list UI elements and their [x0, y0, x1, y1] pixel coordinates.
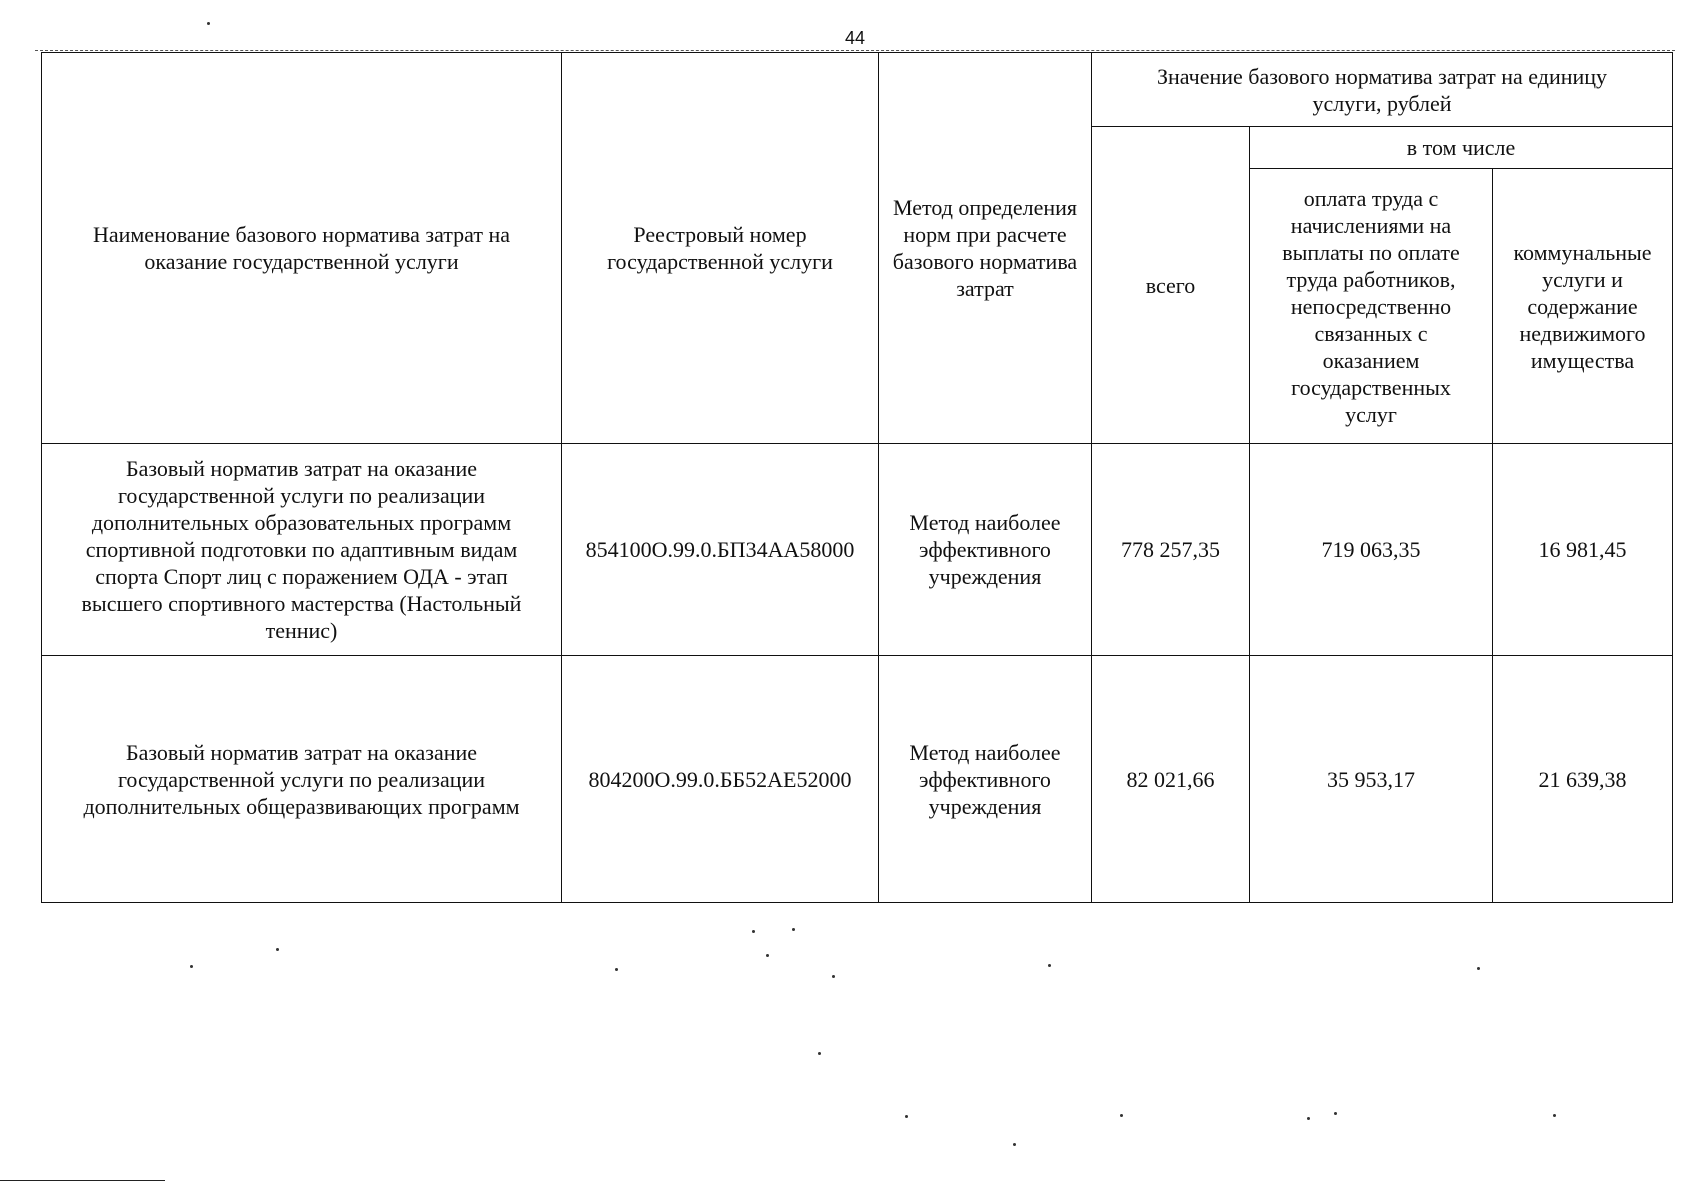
scan-speck — [1477, 967, 1480, 970]
scan-speck — [276, 948, 279, 951]
page-number: 44 — [844, 28, 866, 48]
scan-speck — [905, 1115, 908, 1118]
scan-speck — [207, 22, 210, 25]
scan-speck — [1048, 964, 1051, 967]
row-registry-number: 804200О.99.0.ББ52АЕ52000 — [562, 656, 879, 903]
scan-speck — [1013, 1143, 1016, 1146]
scan-speck — [1307, 1117, 1310, 1120]
scan-speck — [766, 954, 769, 957]
scan-speck — [1334, 1112, 1337, 1115]
table-row — [42, 444, 1673, 656]
row-total: 82 021,66 — [1092, 656, 1250, 903]
scan-speck — [615, 968, 618, 971]
scan-speck — [752, 930, 755, 933]
row-method: Метод наиболее эффективного учреждения — [879, 444, 1092, 656]
scan-speck — [190, 965, 193, 968]
row-name: Базовый норматив затрат на оказание государственной услуги по реализации дополнительных общеразвивающих программ — [42, 656, 562, 903]
header-method: Метод определения норм при расчете базового норматива затрат — [879, 53, 1092, 444]
row-total: 778 257,35 — [1092, 444, 1250, 656]
scan-speck — [832, 975, 835, 978]
row-registry-number: 854100О.99.0.БП34АА58000 — [562, 444, 879, 656]
header-name: Наименование базового норматива затрат на оказание государственной услуги — [42, 53, 562, 444]
row-utilities: 16 981,45 — [1493, 444, 1673, 656]
scan-speck — [1553, 1114, 1556, 1117]
row-method: Метод наиболее эффективного учреждения — [879, 656, 1092, 903]
header-row-1 — [42, 53, 1673, 127]
row-labor: 719 063,35 — [1250, 444, 1493, 656]
cost-norms-table — [41, 52, 1673, 903]
header-total: всего — [1092, 127, 1250, 444]
row-labor: 35 953,17 — [1250, 656, 1493, 903]
row-utilities: 21 639,38 — [1493, 656, 1673, 903]
table-row — [42, 656, 1673, 903]
scan-speck — [1120, 1114, 1123, 1117]
scan-speck — [792, 928, 795, 931]
header-registry-number: Реестровый номер государственной услуги — [562, 53, 879, 444]
scan-speck — [818, 1052, 821, 1055]
bottom-rule — [0, 1180, 165, 1181]
header-value-group: Значение базового норматива затрат на единицу услуги, рублей — [1092, 53, 1673, 127]
row-name: Базовый норматив затрат на оказание государственной услуги по реализации дополнительных образовательных программ спортивной подготовки по адаптивным видам спорта Спорт лиц с поражением ОДА - этап высшего спортивного мастерства (Настольный теннис) — [42, 444, 562, 656]
header-labor: оплата труда с начислениями на выплаты по оплате труда работников, непосредственно связанных с оказанием государственных услуг — [1250, 169, 1493, 444]
header-utilities: коммунальные услуги и содержание недвижимого имущества — [1493, 169, 1673, 444]
header-including: в том числе — [1250, 127, 1673, 169]
top-rule — [35, 50, 1675, 51]
